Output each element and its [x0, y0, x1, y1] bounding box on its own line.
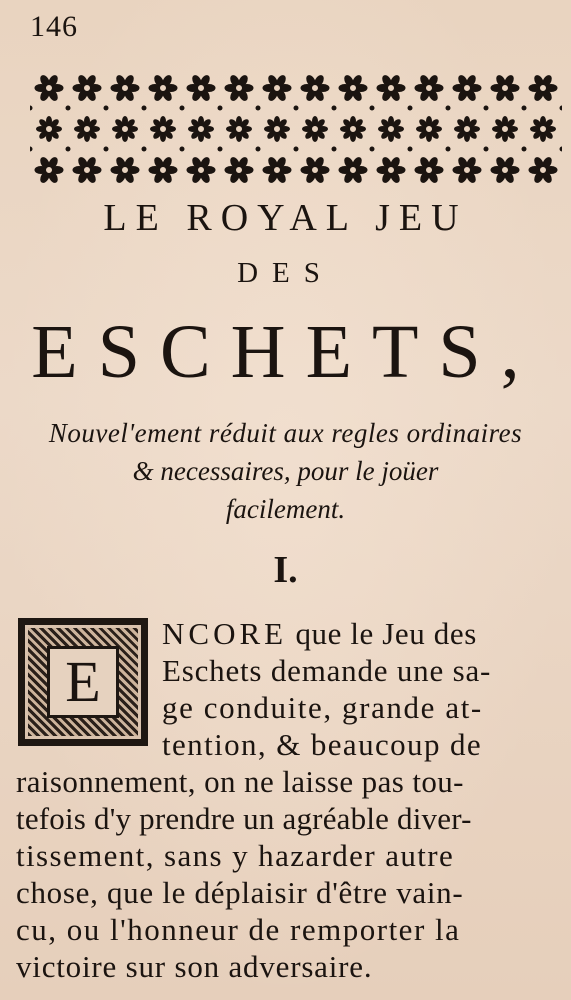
page-number: 146: [30, 10, 78, 43]
ornament-dot: [446, 106, 451, 111]
ornament-dot: [560, 106, 563, 111]
ornament-flower: [74, 116, 100, 142]
ornament-flower: [264, 116, 290, 142]
ornament-flower: [530, 116, 556, 142]
body-line-7: tissement, sans y hazarder autre: [16, 838, 455, 873]
ornament-dot: [30, 147, 33, 152]
ornament-dot: [370, 106, 375, 111]
ornament-flower: [149, 73, 178, 102]
body-line-6: tefois d'y prendre un agréable diver-: [16, 801, 472, 836]
ornament-flower: [150, 116, 176, 142]
ornament-dot: [370, 147, 375, 152]
body-line-1-text: que le Jeu des: [295, 616, 477, 651]
ornament-flower: [377, 155, 406, 184]
ornament-dot: [522, 147, 527, 152]
ornament-flower: [301, 73, 330, 102]
ornament-dot: [332, 147, 337, 152]
body-line-10: victoire sur son adversaire.: [16, 949, 373, 984]
ornament-flower: [454, 116, 480, 142]
first-word-small-caps: NCORE: [162, 616, 288, 651]
ornament-flower: [149, 155, 178, 184]
ornament-flower: [529, 73, 558, 102]
ornament-flower: [73, 73, 102, 102]
ornament-flower: [225, 155, 254, 184]
ornament-flower: [112, 116, 138, 142]
subtitle-line-1: Nouvel'ement réduit aux regles ordinaires: [48, 418, 523, 448]
ornament-flower: [111, 155, 140, 184]
ornament-dot: [104, 106, 109, 111]
ornament-dot: [256, 106, 261, 111]
ornament-dot: [142, 147, 147, 152]
ornament-flower: [340, 116, 366, 142]
subtitle-line-2: & necessaires, pour le joüer: [132, 456, 439, 486]
drop-cap-initial: [18, 618, 148, 746]
ornament-dot: [66, 106, 71, 111]
ornament-flower: [226, 116, 252, 142]
ornament-flower: [453, 155, 482, 184]
ornament-dot: [294, 147, 299, 152]
ornament-dot: [30, 106, 33, 111]
ornament-dot: [408, 147, 413, 152]
drop-cap-frame: [25, 625, 141, 739]
ornament-flower: [35, 73, 64, 102]
ornament-dot: [484, 106, 489, 111]
ornament-flower: [453, 73, 482, 102]
ornament-dot: [408, 106, 413, 111]
ornament-flower: [187, 155, 216, 184]
ornament-flower: [377, 73, 406, 102]
body-line-1: [162, 614, 477, 654]
ornament-flower: [491, 155, 520, 184]
ornament-flower: [188, 116, 214, 142]
subtitle-line-3: facilement.: [225, 494, 346, 524]
body-line-4: tention, & beaucoup de: [162, 727, 483, 762]
ornament-flower: [491, 73, 520, 102]
ornament-dot: [180, 106, 185, 111]
ornament-flower: [492, 116, 518, 142]
ornament-flower: [416, 116, 442, 142]
ornament-flower: [378, 116, 404, 142]
ornament-dot: [218, 106, 223, 111]
ornament-dot: [180, 147, 185, 152]
ornament-flower: [263, 155, 292, 184]
body-line-8: chose, que le déplaisir d'être vain-: [16, 875, 464, 910]
ornament-flower: [339, 155, 368, 184]
drop-cap-letter: E: [47, 646, 119, 718]
ornament-dot: [104, 147, 109, 152]
ornament-dot: [66, 147, 71, 152]
section-number: I.: [273, 549, 298, 591]
ornament-flower: [301, 155, 330, 184]
ornament-dot: [142, 106, 147, 111]
ornament-dot: [256, 147, 261, 152]
body-line-5: raisonnement, on ne laisse pas tou-: [16, 764, 464, 799]
body-line-9: cu, ou l'honneur de remporter la: [16, 912, 461, 947]
ornament-dot: [560, 147, 563, 152]
ornament-flower: [187, 73, 216, 102]
ornament-dot: [484, 147, 489, 152]
ornament-dot: [446, 147, 451, 152]
ornament-flower: [36, 116, 62, 142]
title-line-3: ESCHETS,: [31, 310, 540, 394]
title-line-2: DES: [237, 257, 334, 289]
ornament-flower: [111, 73, 140, 102]
ornament-flower: [415, 73, 444, 102]
ornament-dot: [294, 106, 299, 111]
ornament-flower: [225, 73, 254, 102]
ornamental-headpiece: [30, 70, 562, 188]
ornament-flower: [35, 155, 64, 184]
body-line-3: ge conduite, grande at-: [162, 690, 483, 725]
ornament-dot: [218, 147, 223, 152]
ornament-dot: [522, 106, 527, 111]
ornament-flower: [415, 155, 444, 184]
ornament-flower: [302, 116, 328, 142]
ornament-dot: [332, 106, 337, 111]
ornament-flower: [73, 155, 102, 184]
body-line-2: Eschets demande une sa-: [162, 653, 492, 688]
ornament-flower: [339, 73, 368, 102]
ornament-flower: [529, 155, 558, 184]
ornament-flower: [263, 73, 292, 102]
title-line-1: LE ROYAL JEU: [103, 197, 468, 239]
